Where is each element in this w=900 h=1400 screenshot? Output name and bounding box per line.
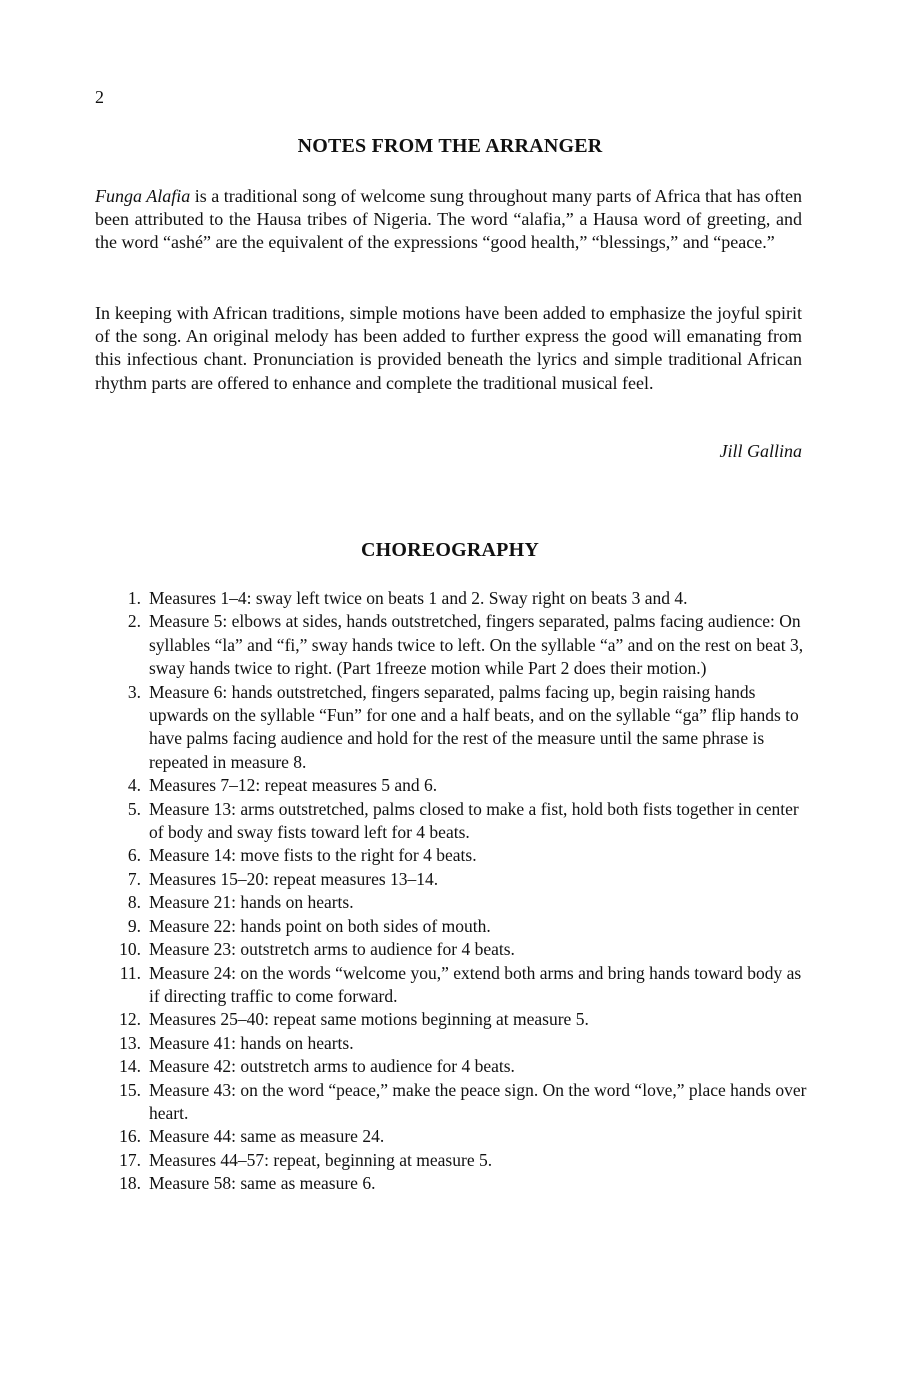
list-item-text: Measures 1–4: sway left twice on beats 1 and 2. Sway right on beats 3 and 4. [149, 588, 688, 608]
list-item [95, 844, 807, 867]
list-item-text: Measures 25–40: repeat same motions beginning at measure 5. [149, 1009, 589, 1030]
list-item [95, 774, 807, 797]
list-item [95, 938, 807, 961]
list-item-number: 18. [119, 1173, 141, 1194]
list-item-number: 7. [127, 868, 141, 889]
list-item-number: 15. [119, 1079, 141, 1100]
list-item-text: Measure 23: outstretch arms to audience for 4 beats. [149, 939, 515, 960]
arranger-signature: Jill Gallina [719, 441, 802, 461]
list-item-text: Measure 42: outstretch arms to audience for 4 beats. [149, 1056, 515, 1077]
list-item-text: Measures 7–12: repeat measures 5 and 6. [149, 775, 438, 796]
list-item-number: 11. [119, 962, 141, 983]
list-item [95, 1172, 807, 1195]
list-item-number: 12. [119, 1009, 141, 1030]
list-item [95, 1055, 807, 1078]
list-item-text: Measure 6: hands outstretched, fingers separated, palms facing up, begin raising hands upwards on the syllable “Fun” for one and a half beats, and on the syllable “ga” flip hands to have palms facing audience and hold for the rest of the measure until the same phrase is repeated in measure 8. [149, 681, 799, 772]
list-item-number: 3. [127, 681, 141, 702]
list-item [95, 915, 807, 938]
list-item-text: Measure 41: hands on hearts. [149, 1032, 354, 1053]
choreography-list [95, 587, 807, 1196]
list-item-number: 2. [127, 611, 141, 632]
list-item [95, 1079, 807, 1126]
notes-paragraph-1-text: is a traditional song of welcome sung throughout many parts of Africa that has often been attributed to the Hausa tribes of Nigeria. The word “alafia,” a Hausa word of greeting, and the word “ashé” are the equivalent of the expressions “good health,” “blessings,” and “peace.” [95, 186, 803, 253]
list-item [95, 962, 807, 1009]
list-item [95, 868, 807, 891]
list-item-number: 4. [127, 775, 141, 796]
list-item-number: 6. [127, 845, 141, 866]
list-item-text: Measure 21: hands on hearts. [149, 892, 354, 913]
notes-paragraph-1 [95, 185, 802, 255]
list-item [95, 610, 807, 680]
list-item-text: Measure 13: arms outstretched, palms closed to make a fist, hold both fists together in center of body and sway fists toward left for 4 beats. [149, 798, 799, 843]
list-item [95, 1008, 807, 1031]
list-item-number: 1. [127, 588, 141, 608]
list-item-text: Measure 58: same as measure 6. [149, 1173, 376, 1194]
list-item-number: 9. [127, 915, 141, 936]
list-item-number: 5. [127, 798, 141, 819]
list-item-number: 16. [119, 1126, 141, 1147]
song-title: Funga Alafia [95, 186, 191, 206]
list-item-number: 17. [119, 1149, 141, 1170]
list-item [95, 587, 807, 610]
choreography-title: CHOREOGRAPHY [361, 539, 539, 561]
list-item [95, 1149, 807, 1172]
list-item [95, 798, 807, 845]
list-item-number: 14. [119, 1056, 141, 1077]
notes-paragraph-2: In keeping with African traditions, simple motions have been added to emphasize the joyful spirit of the song. An original melody has been added to further express the good will emanating from this infectious chant. Pronunciation is provided beneath the lyrics and simple traditional African rhythm parts are offered to enhance and complete the traditional musical feel. [95, 303, 802, 393]
list-item-text: Measure 24: on the words “welcome you,” extend both arms and bring hands toward body as if directing traffic to come forward. [149, 962, 802, 1006]
page-number: 2 [95, 87, 104, 107]
list-item-text: Measure 44: same as measure 24. [149, 1126, 385, 1147]
list-item-text: Measure 22: hands point on both sides of mouth. [149, 915, 491, 936]
list-item-number: 13. [119, 1032, 141, 1053]
list-item [95, 1125, 807, 1148]
list-item-text: Measure 43: on the word “peace,” make the peace sign. On the word “love,” place hands over heart. [149, 1079, 807, 1123]
list-item-text: Measure 14: move fists to the right for 4 beats. [149, 845, 477, 866]
list-item-text: Measure 5: elbows at sides, hands outstretched, fingers separated, palms facing audience: On syllables “la” and “fi,” sway hands twice to left. On the syllable “a” and on the rest on beat 3, sway hands twice to right. (Part 1freeze motion while Part 2 does their motion.) [149, 611, 804, 679]
list-item [95, 891, 807, 914]
list-item-number: 8. [127, 892, 141, 913]
list-item-text: Measures 44–57: repeat, beginning at measure 5. [149, 1149, 493, 1170]
list-item-number: 10. [119, 939, 141, 960]
notes-title: NOTES FROM THE ARRANGER [297, 135, 603, 157]
list-item-text: Measures 15–20: repeat measures 13–14. [149, 868, 439, 889]
list-item [95, 1032, 807, 1055]
list-item [95, 681, 807, 775]
